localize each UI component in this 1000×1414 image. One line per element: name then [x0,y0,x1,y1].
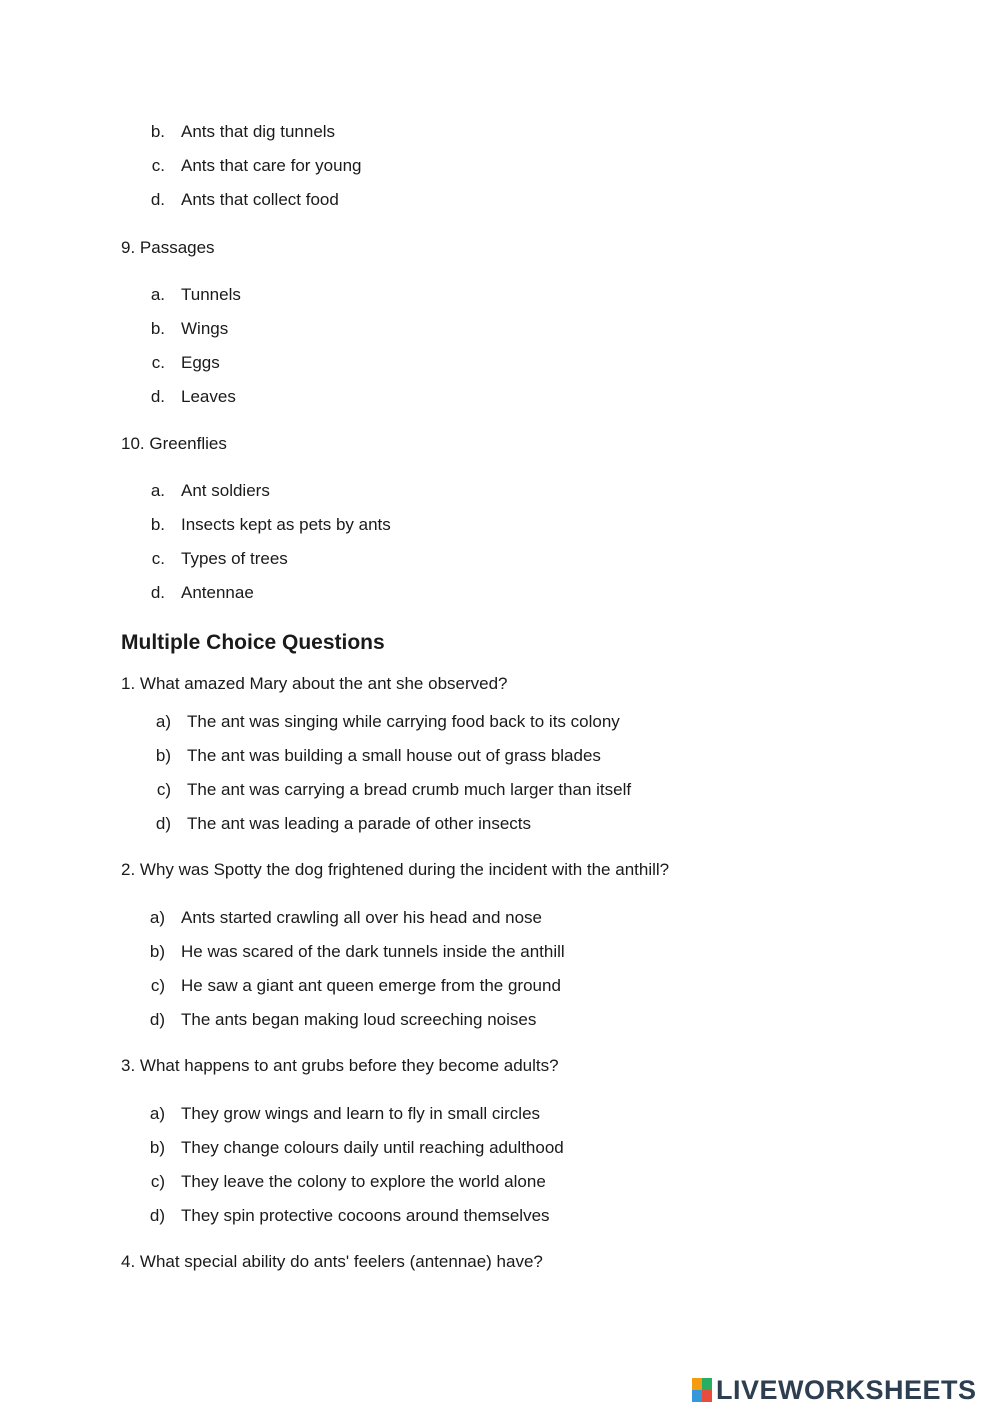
option-text: Ant soldiers [181,481,270,500]
option-text: The ant was building a small house out of grass blades [187,746,601,765]
option-marker: d. [150,583,165,602]
option-marker: c. [151,156,165,175]
option-text: Eggs [181,353,220,372]
option-marker: a) [149,908,165,927]
option-marker: c. [151,549,165,568]
option-text: They spin protective cocoons around themselves [181,1206,550,1225]
question-9: 9. Passages [121,238,215,257]
option-text: The ant was carrying a bread crumb much larger than itself [187,780,632,799]
option-text: They grow wings and learn to fly in small circles [181,1104,541,1123]
option-text: Ants that care for young [181,156,362,175]
option-text: Insects kept as pets by ants [181,515,391,534]
option-marker: a) [155,712,171,731]
option-marker: b) [149,942,165,961]
logo-square-4 [702,1390,712,1402]
option-marker: c) [156,780,171,799]
section-heading: Multiple Choice Questions [121,631,385,654]
logo-square-3 [692,1390,702,1402]
option-text: Types of trees [181,549,288,568]
option-marker: c. [151,353,165,372]
option-marker: b) [149,1138,165,1157]
option-text: He saw a giant ant queen emerge from the ground [181,976,561,995]
option-marker: d) [149,1010,165,1029]
option-marker: c) [150,1172,165,1191]
option-text: They change colours daily until reaching adulthood [181,1138,564,1157]
mcq-question-4: 4. What special ability do ants' feelers (antennae) have? [121,1252,543,1271]
option-marker: b. [150,122,165,141]
option-marker: d. [150,387,165,406]
option-marker: a. [150,285,165,304]
option-marker: b. [150,319,165,338]
option-text: The ant was singing while carrying food back to its colony [187,712,620,731]
logo-text: LIVEWORKSHEETS [716,1374,977,1405]
option-marker: c) [150,976,165,995]
option-marker: b) [155,746,171,765]
option-text: Ants started crawling all over his head and nose [181,908,542,927]
liveworksheets-logo [692,1376,977,1404]
logo-square-1 [692,1378,702,1390]
option-marker: b. [150,515,165,534]
option-text: Antennae [181,583,254,602]
option-marker: d. [150,190,165,209]
option-text: Ants that collect food [181,190,339,209]
option-marker: a. [150,481,165,500]
question-10: 10. Greenflies [121,434,227,453]
mcq-question-1: 1. What amazed Mary about the ant she observed? [121,674,508,693]
option-text: They leave the colony to explore the world alone [181,1172,546,1191]
option-text: Tunnels [181,285,241,304]
option-text: Wings [181,319,229,338]
logo-square-2 [702,1378,712,1390]
option-marker: d) [155,814,171,833]
option-marker: d) [149,1206,165,1225]
mcq-question-2: 2. Why was Spotty the dog frightened during the incident with the anthill? [121,860,670,879]
option-text: The ant was leading a parade of other insects [187,814,531,833]
option-text: Leaves [181,387,236,406]
option-text: He was scared of the dark tunnels inside the anthill [181,942,565,961]
logo-grid-icon [692,1378,712,1402]
option-marker: a) [149,1104,165,1123]
mcq-question-3: 3. What happens to ant grubs before they become adults? [121,1056,559,1075]
option-text: The ants began making loud screeching noises [181,1010,537,1029]
option-text: Ants that dig tunnels [181,122,336,141]
